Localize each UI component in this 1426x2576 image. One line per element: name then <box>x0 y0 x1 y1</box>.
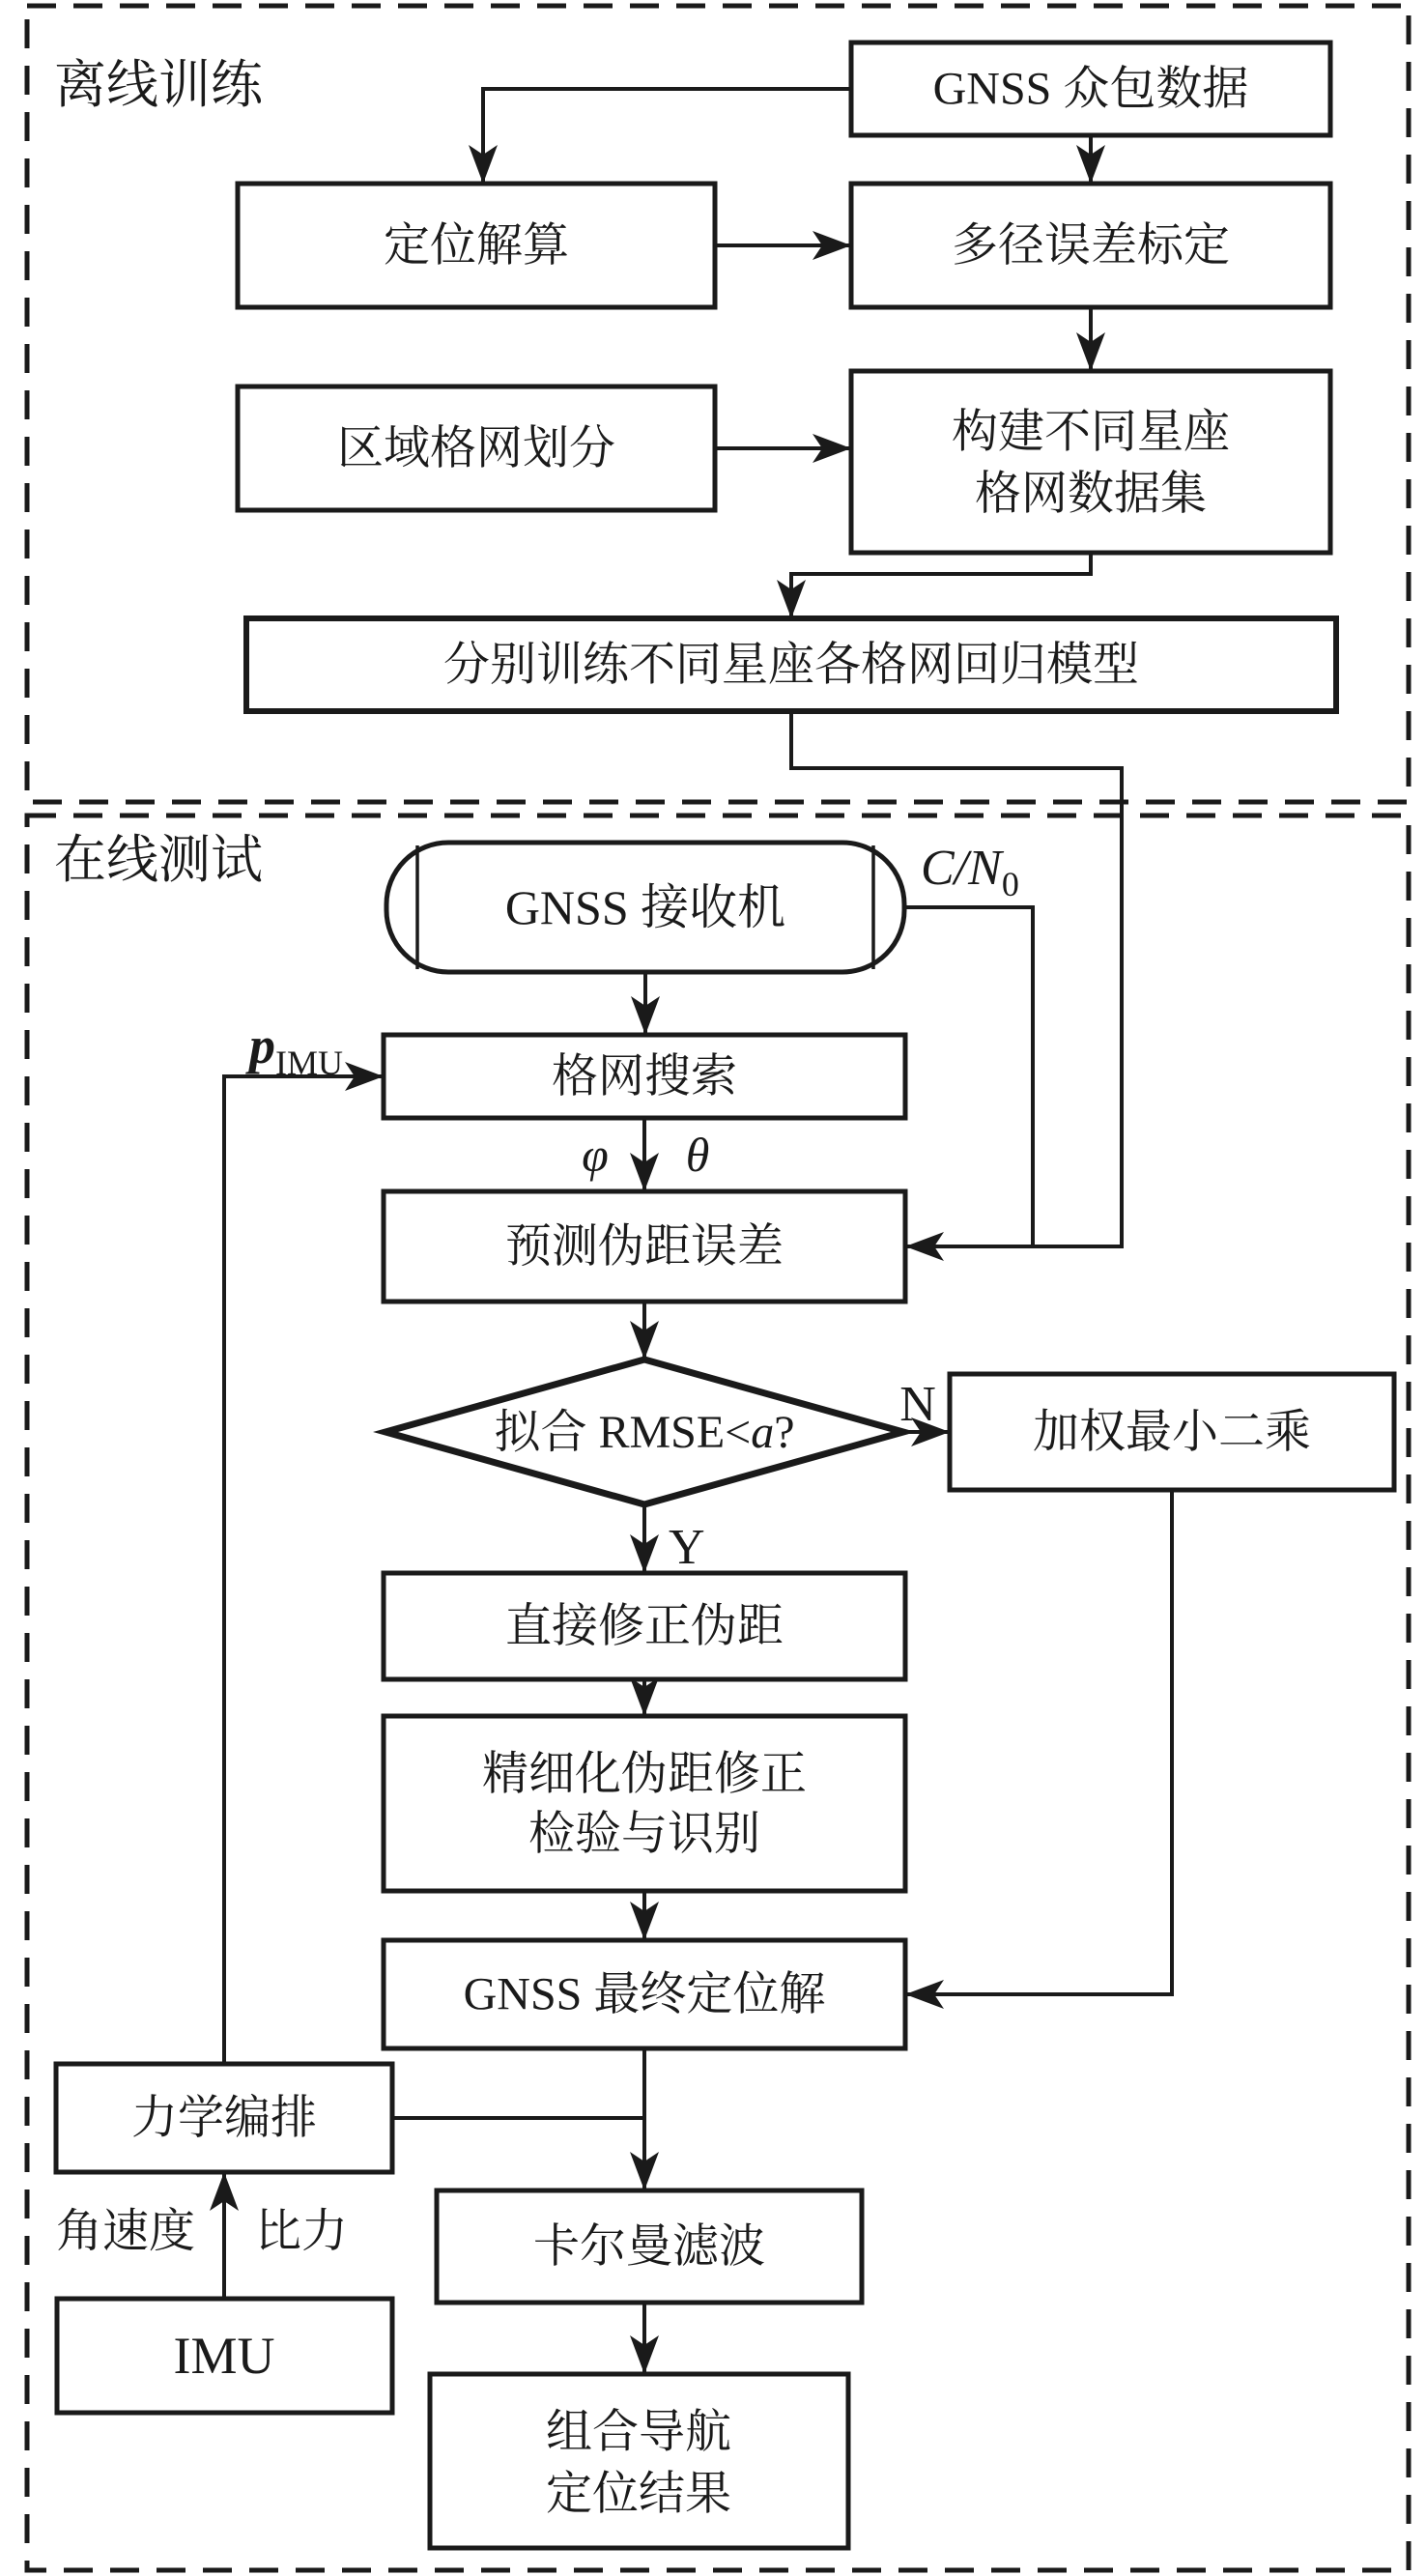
phi-label: φ <box>582 1128 609 1182</box>
result-box <box>430 2374 848 2548</box>
edge-receiver-cn0-to-predict <box>904 907 1033 1246</box>
node-mechanization <box>56 2064 392 2172</box>
result-label-line1: 组合导航 <box>545 2406 732 2458</box>
node-predict <box>384 1191 905 1302</box>
result-label-line2: 定位结果 <box>545 2468 732 2520</box>
dataset-label-line2: 格网数据集 <box>974 468 1208 520</box>
node-train <box>246 618 1336 711</box>
theta-label: θ <box>685 1128 710 1182</box>
node-kalman <box>437 2190 862 2303</box>
kalman-label: 卡尔曼滤波 <box>532 2220 766 2273</box>
decision-label: 拟合 RMSE<a? <box>494 1406 795 1458</box>
edge-dataset-to-train <box>791 553 1091 618</box>
node-imu <box>57 2299 392 2413</box>
edge-crowdsource-to-positioning <box>483 89 851 184</box>
grid-division-label: 区域格网划分 <box>336 422 616 474</box>
branch-yes-label: Y <box>669 1520 705 1575</box>
refine-label-line1: 精细化伪距修正 <box>481 1748 808 1800</box>
node-refine <box>384 1716 905 1891</box>
node-grid-search <box>384 1035 905 1118</box>
grid-search-label: 格网搜索 <box>551 1050 738 1102</box>
crowdsource-label: GNSS 众包数据 <box>932 63 1249 115</box>
online-section-label: 在线测试 <box>54 831 263 889</box>
node-grid-division <box>238 386 715 510</box>
node-decision <box>385 1360 903 1504</box>
node-dataset <box>851 371 1330 553</box>
receiver-label: GNSS 接收机 <box>504 880 786 934</box>
positioning-label: 定位解算 <box>383 219 570 272</box>
node-wls <box>950 1374 1394 1490</box>
node-multipath <box>851 184 1330 307</box>
specific-force-label: 比力 <box>254 2206 349 2257</box>
angular-rate-label: 角速度 <box>55 2206 196 2257</box>
wls-label: 加权最小二乘 <box>1032 1406 1312 1458</box>
imu-label: IMU <box>173 2327 275 2385</box>
refine-box <box>384 1716 905 1891</box>
edge-mechanization-to-gridsearch-feedback <box>224 1076 384 2064</box>
gnss-final-label: GNSS 最终定位解 <box>463 1968 826 2020</box>
branch-no-label: N <box>899 1377 936 1432</box>
p-imu-label: $p_{IMU}$ <box>249 1016 343 1082</box>
dataset-box <box>851 371 1330 553</box>
multipath-label: 多径误差标定 <box>951 219 1231 272</box>
direct-fix-label: 直接修正伪距 <box>504 1600 784 1652</box>
dataset-label-line1: 构建不同星座 <box>951 406 1231 458</box>
node-result <box>430 2374 848 2548</box>
cn0-label: $C/N_0$ <box>921 841 1019 903</box>
refine-label-line2: 检验与识别 <box>528 1808 761 1860</box>
node-gnss-final <box>384 1940 905 2048</box>
edge-train-to-predict <box>791 711 1122 1246</box>
train-label: 分别训练不同星座各格网回归模型 <box>442 639 1140 691</box>
node-positioning <box>238 184 715 307</box>
node-direct-fix <box>384 1573 905 1679</box>
predict-label: 预测伪距误差 <box>504 1220 784 1273</box>
node-receiver <box>386 843 904 972</box>
node-crowdsource <box>851 43 1330 135</box>
offline-section-label: 离线训练 <box>54 56 263 114</box>
edge-wls-to-final <box>905 1490 1172 1994</box>
mechanization-label: 力学编排 <box>130 2092 318 2144</box>
